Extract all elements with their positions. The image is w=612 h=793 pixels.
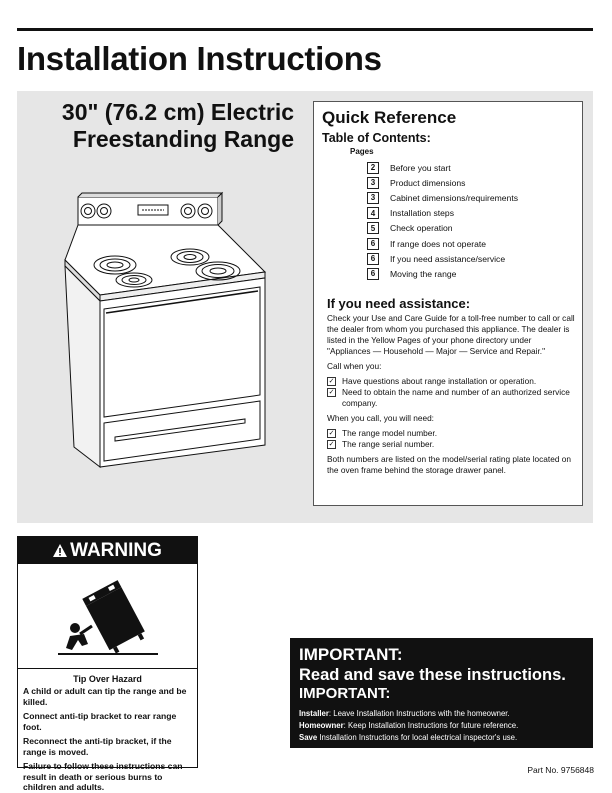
need-item bbox=[327, 439, 577, 450]
hazard-title: Tip Over Hazard bbox=[73, 674, 142, 684]
toc-label: Moving the range bbox=[390, 268, 457, 279]
warning-line: A child or adult can tip the range and be killed. bbox=[23, 686, 187, 707]
checkbox-icon: ✓ bbox=[328, 441, 335, 448]
toc-page-number: 6 bbox=[367, 268, 379, 280]
product-title-line2: Freestanding Range bbox=[72, 126, 294, 152]
warning-triangle-icon bbox=[53, 544, 67, 557]
important-line-label: Save bbox=[299, 733, 318, 742]
toc-label: Cabinet dimensions/requirements bbox=[390, 192, 519, 203]
toc-label: Product dimensions bbox=[390, 177, 466, 188]
need-item-text: The range model number. bbox=[342, 428, 438, 438]
toc-label: If you need assistance/service bbox=[390, 253, 506, 264]
toc-label: Check operation bbox=[390, 223, 453, 234]
important-line-label: Homeowner bbox=[299, 721, 344, 730]
product-title bbox=[62, 99, 294, 153]
warning-box bbox=[17, 536, 198, 792]
toc-item bbox=[367, 175, 518, 190]
toc-page-number: 2 bbox=[367, 162, 379, 174]
need-item bbox=[327, 428, 577, 439]
toc-item bbox=[367, 221, 518, 236]
toc-label: If range does not operate bbox=[390, 238, 487, 249]
toc-item bbox=[367, 266, 518, 281]
product-title-line1: 30" (76.2 cm) Electric bbox=[61, 99, 294, 125]
top-rule bbox=[17, 28, 593, 31]
warning-line: Connect anti-tip bracket to rear range foot. bbox=[23, 711, 177, 732]
toc-page-number: 3 bbox=[367, 177, 379, 189]
important-list bbox=[299, 708, 518, 744]
warning-line: Reconnect the anti-tip bracket, if the range is moved. bbox=[23, 736, 172, 757]
page-title: Installation Instructions bbox=[17, 40, 382, 77]
important-line-text: : Keep Installation Instructions for future reference. bbox=[343, 721, 519, 730]
range-illustration bbox=[60, 185, 275, 470]
toc-item bbox=[367, 160, 518, 175]
assistance-body bbox=[327, 313, 577, 480]
toc-list bbox=[367, 160, 518, 282]
call-item bbox=[327, 387, 577, 409]
tip-over-illustration bbox=[18, 564, 197, 669]
quick-reference-box bbox=[313, 101, 583, 506]
warning-header-text: WARNING bbox=[70, 539, 162, 561]
important-heading-2: IMPORTANT: bbox=[299, 685, 391, 702]
toc-title: Table of Contents: bbox=[322, 131, 431, 145]
pages-label: Pages bbox=[350, 147, 374, 156]
important-box bbox=[290, 638, 593, 748]
checkbox-icon: ✓ bbox=[328, 430, 335, 437]
toc-label: Before you start bbox=[390, 162, 451, 173]
toc-page-number: 5 bbox=[367, 222, 379, 234]
important-line bbox=[299, 708, 518, 720]
assistance-footer: Both numbers are listed on the model/serial rating plate located on the oven frame behind the storage drawer panel. bbox=[327, 454, 571, 475]
toc-page-number: 6 bbox=[367, 238, 379, 250]
toc-item bbox=[367, 190, 518, 205]
call-item-text: Have questions about range installation or operation. bbox=[342, 376, 537, 386]
important-line-text: Installation Instructions for local electrical inspector's use. bbox=[317, 733, 518, 742]
assistance-intro: Check your Use and Care Guide for a toll-free number to call or call the dealer from whom you purchased this appliance. The dealer is listed in the Yellow Pages of your phone directory under "Appliances — Household — Major — Service and Repair." bbox=[327, 313, 575, 356]
important-line bbox=[299, 732, 518, 744]
checkbox-icon: ✓ bbox=[328, 378, 335, 385]
important-line-label: Installer bbox=[299, 709, 329, 718]
warning-header bbox=[18, 537, 197, 564]
when-call-label: When you call, you will need: bbox=[327, 413, 434, 423]
part-number: Part No. 9756848 bbox=[527, 765, 594, 775]
important-line bbox=[299, 720, 518, 732]
toc-label: Installation steps bbox=[390, 208, 455, 219]
tip-over-hazard-icon bbox=[58, 568, 158, 663]
assistance-title: If you need assistance: bbox=[327, 296, 471, 311]
important-heading: IMPORTANT: bbox=[299, 645, 403, 664]
important-subheading: Read and save these instructions. bbox=[299, 666, 566, 684]
call-item-text: Need to obtain the name and number of an authorized service company. bbox=[342, 387, 570, 408]
call-item bbox=[327, 376, 577, 387]
warning-lines bbox=[18, 684, 197, 793]
toc-item bbox=[367, 236, 518, 251]
toc-page-number: 3 bbox=[367, 192, 379, 204]
need-item-text: The range serial number. bbox=[342, 439, 435, 449]
toc-page-number: 4 bbox=[367, 207, 379, 219]
toc-item bbox=[367, 251, 518, 266]
call-when-label: Call when you: bbox=[327, 361, 382, 371]
toc-page-number: 6 bbox=[367, 253, 379, 265]
important-line-text: : Leave Installation Instructions with the homeowner. bbox=[328, 709, 510, 718]
checkbox-icon: ✓ bbox=[328, 389, 335, 396]
toc-item bbox=[367, 206, 518, 221]
quick-reference-title: Quick Reference bbox=[322, 108, 457, 127]
warning-line: Failure to follow these instructions can result in death or serious burns to children and adults. bbox=[23, 761, 183, 792]
